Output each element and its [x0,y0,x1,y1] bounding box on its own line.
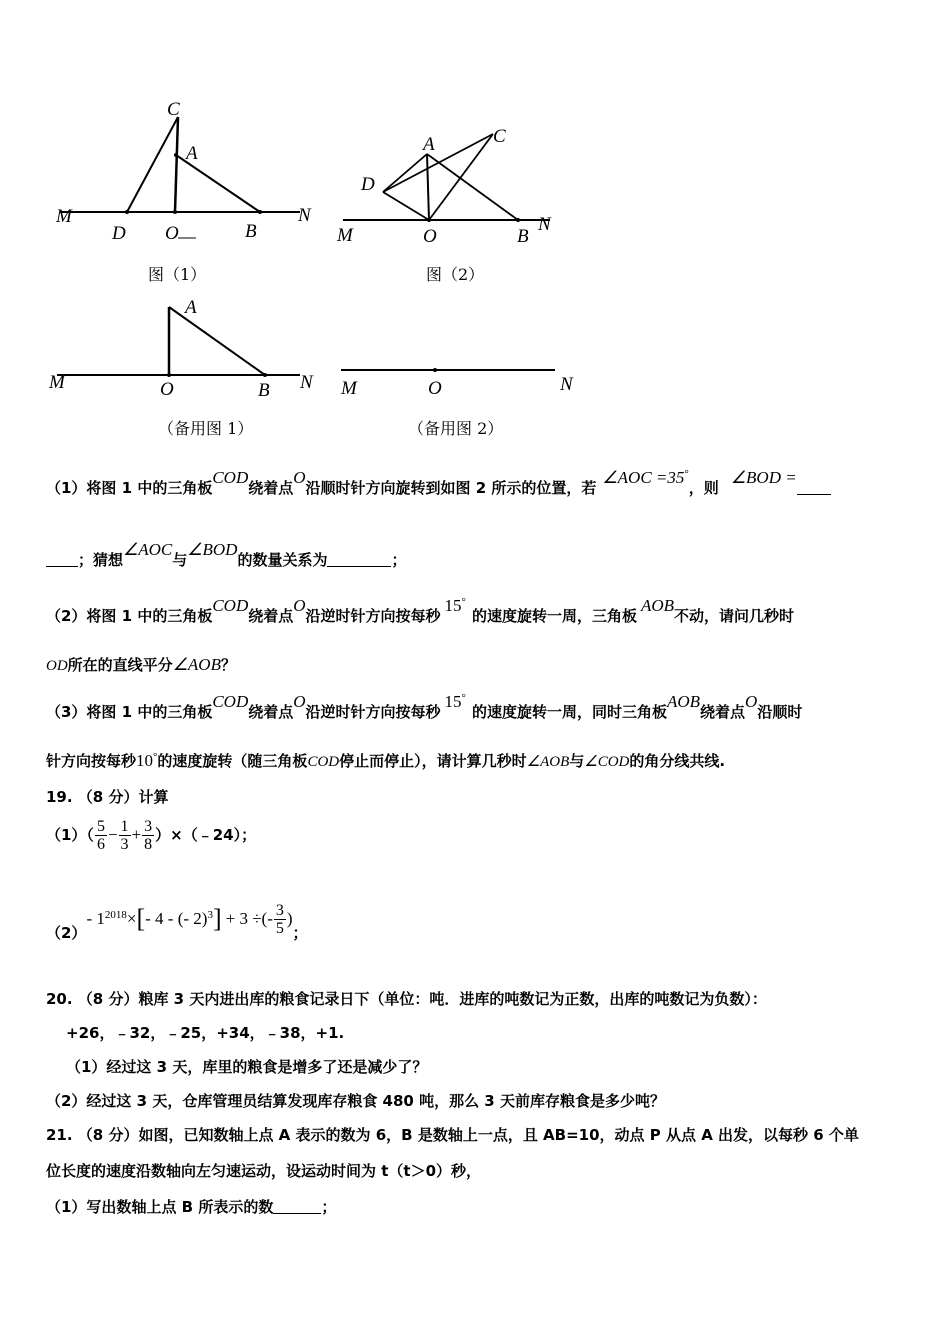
q21-line1: 21. （8 分）如图，已知数轴上点 A 表示的数为 6，B 是数轴上一点，且 AB=10，动点 P 从点 A 出发，以每秒 6 个单 [46,1126,859,1144]
spare-figure-2-diagram [335,350,585,410]
q18-part3-line1: （3）将图 1 中的三角板COD绕着点O沿逆时针方向按每秒15°的速度旋转一周，同时三角板AOB绕着点O沿顺时 [46,692,803,721]
answer-blank-bod-cont[interactable] [46,552,78,567]
answer-blank-relation[interactable] [327,552,391,567]
spare1-label-o: O [160,379,174,400]
fig2-label-d: D [361,174,375,195]
q20-title: 20. （8 分）粮库 3 天内进出库的粮食记录日下（单位：吨．进库的吨数记为正数，出库的吨数记为负数）： [46,990,767,1008]
figure-1-diagram [50,95,330,255]
q18-part1-line1: （1）将图 1 中的三角板COD绕着点O沿顺时针方向旋转到如图 2 所示的位置，若∠AOC =35°，则∠BOD = [46,468,831,498]
answer-blank-point-b[interactable] [273,1199,321,1214]
q19-title: 19. （8 分）计算 [46,788,169,806]
fig2-label-a: A [423,134,435,155]
fig2-label-c: C [493,126,506,147]
answer-blank-bod[interactable] [797,480,831,495]
q20-records: +26，﹣32，﹣25，+34，﹣38，+1. [66,1024,345,1042]
spare1-label-b: B [258,380,270,401]
spare-figure-2 [335,350,585,410]
q20-part1: （1）经过这 3 天，库里的粮食是增多了还是减少了？ [66,1058,428,1076]
q18-part3-line2: 针方向按每秒10°的速度旋转（随三角板COD停止而停止），请计算几秒时∠AOB与∠COD的角分线共线. [46,751,726,770]
q20-part2: （2）经过这 3 天，仓库管理员结算发现库存粮食 480 吨，那么 3 天前库存粮食是多少吨？ [46,1092,665,1110]
fraction-3-8: $\frac{3}{8}$ [144,818,153,853]
spare-figure-2-caption: （备用图 2） [408,419,504,438]
figure-2-diagram [335,120,575,250]
fig1-label-b: B [245,221,257,242]
spare-figure-1 [45,295,330,405]
fraction-5-6: $\frac{5}{6}$ [96,818,105,853]
fig1-label-d: D [112,223,126,244]
spare1-label-m: M [49,372,65,393]
fig2-label-o: O [423,226,437,247]
fig1-label-c: C [167,99,180,120]
q18-part1-line2: ；猜想∠AOC与∠BOD的数量关系为 ； [46,540,407,570]
q18-part2-line1: （2）将图 1 中的三角板COD绕着点O沿逆时针方向按每秒15°的速度旋转一周，三角板AOB不动，请问几秒时 [46,596,795,625]
fraction-3-5: $\frac{3}{5}$ [275,902,284,937]
q19-part1: （1）（ $\frac{5}{6}$ − $\frac{1}{3}$ + $\frac{3}{8}$ ）×（﹣24）； [46,818,257,853]
fig1-label-o: O [165,223,179,244]
figure-1-caption: 图（1） [148,265,207,284]
figure-2 [335,120,575,250]
q21-part1: （1）写出数轴上点 B 所表示的数 ； [46,1198,337,1216]
spare2-label-m: M [341,378,357,399]
fig2-label-b: B [517,226,529,247]
figure-1 [50,95,330,255]
spare2-label-o: O [428,378,442,399]
spare2-label-n: N [560,374,573,395]
fig1-label-a: A [186,143,198,164]
fig2-label-n: N [538,214,551,235]
q21-line2: 位长度的速度沿数轴向左匀速运动，设运动时间为 t（t＞0）秒， [46,1162,482,1180]
q19-part2: （2）- $1^{2018}\times[-$ 4 - (- 2)$^3$] + 3 ÷(- $\frac{3}{5}$ )； [46,902,308,942]
fig1-label-m: M [56,206,72,227]
spare1-label-a: A [185,297,197,318]
fig2-label-m: M [337,225,353,246]
q18-part2-line2: OD所在的直线平分∠AOB？ [46,655,236,674]
spare-figure-1-diagram [45,295,330,405]
figure-2-caption: 图（2） [426,265,485,284]
fraction-1-3: $\frac{1}{3}$ [120,818,129,853]
spare1-label-n: N [300,372,313,393]
spare-figure-1-caption: （备用图 1） [158,419,254,438]
fig1-label-n: N [298,205,311,226]
